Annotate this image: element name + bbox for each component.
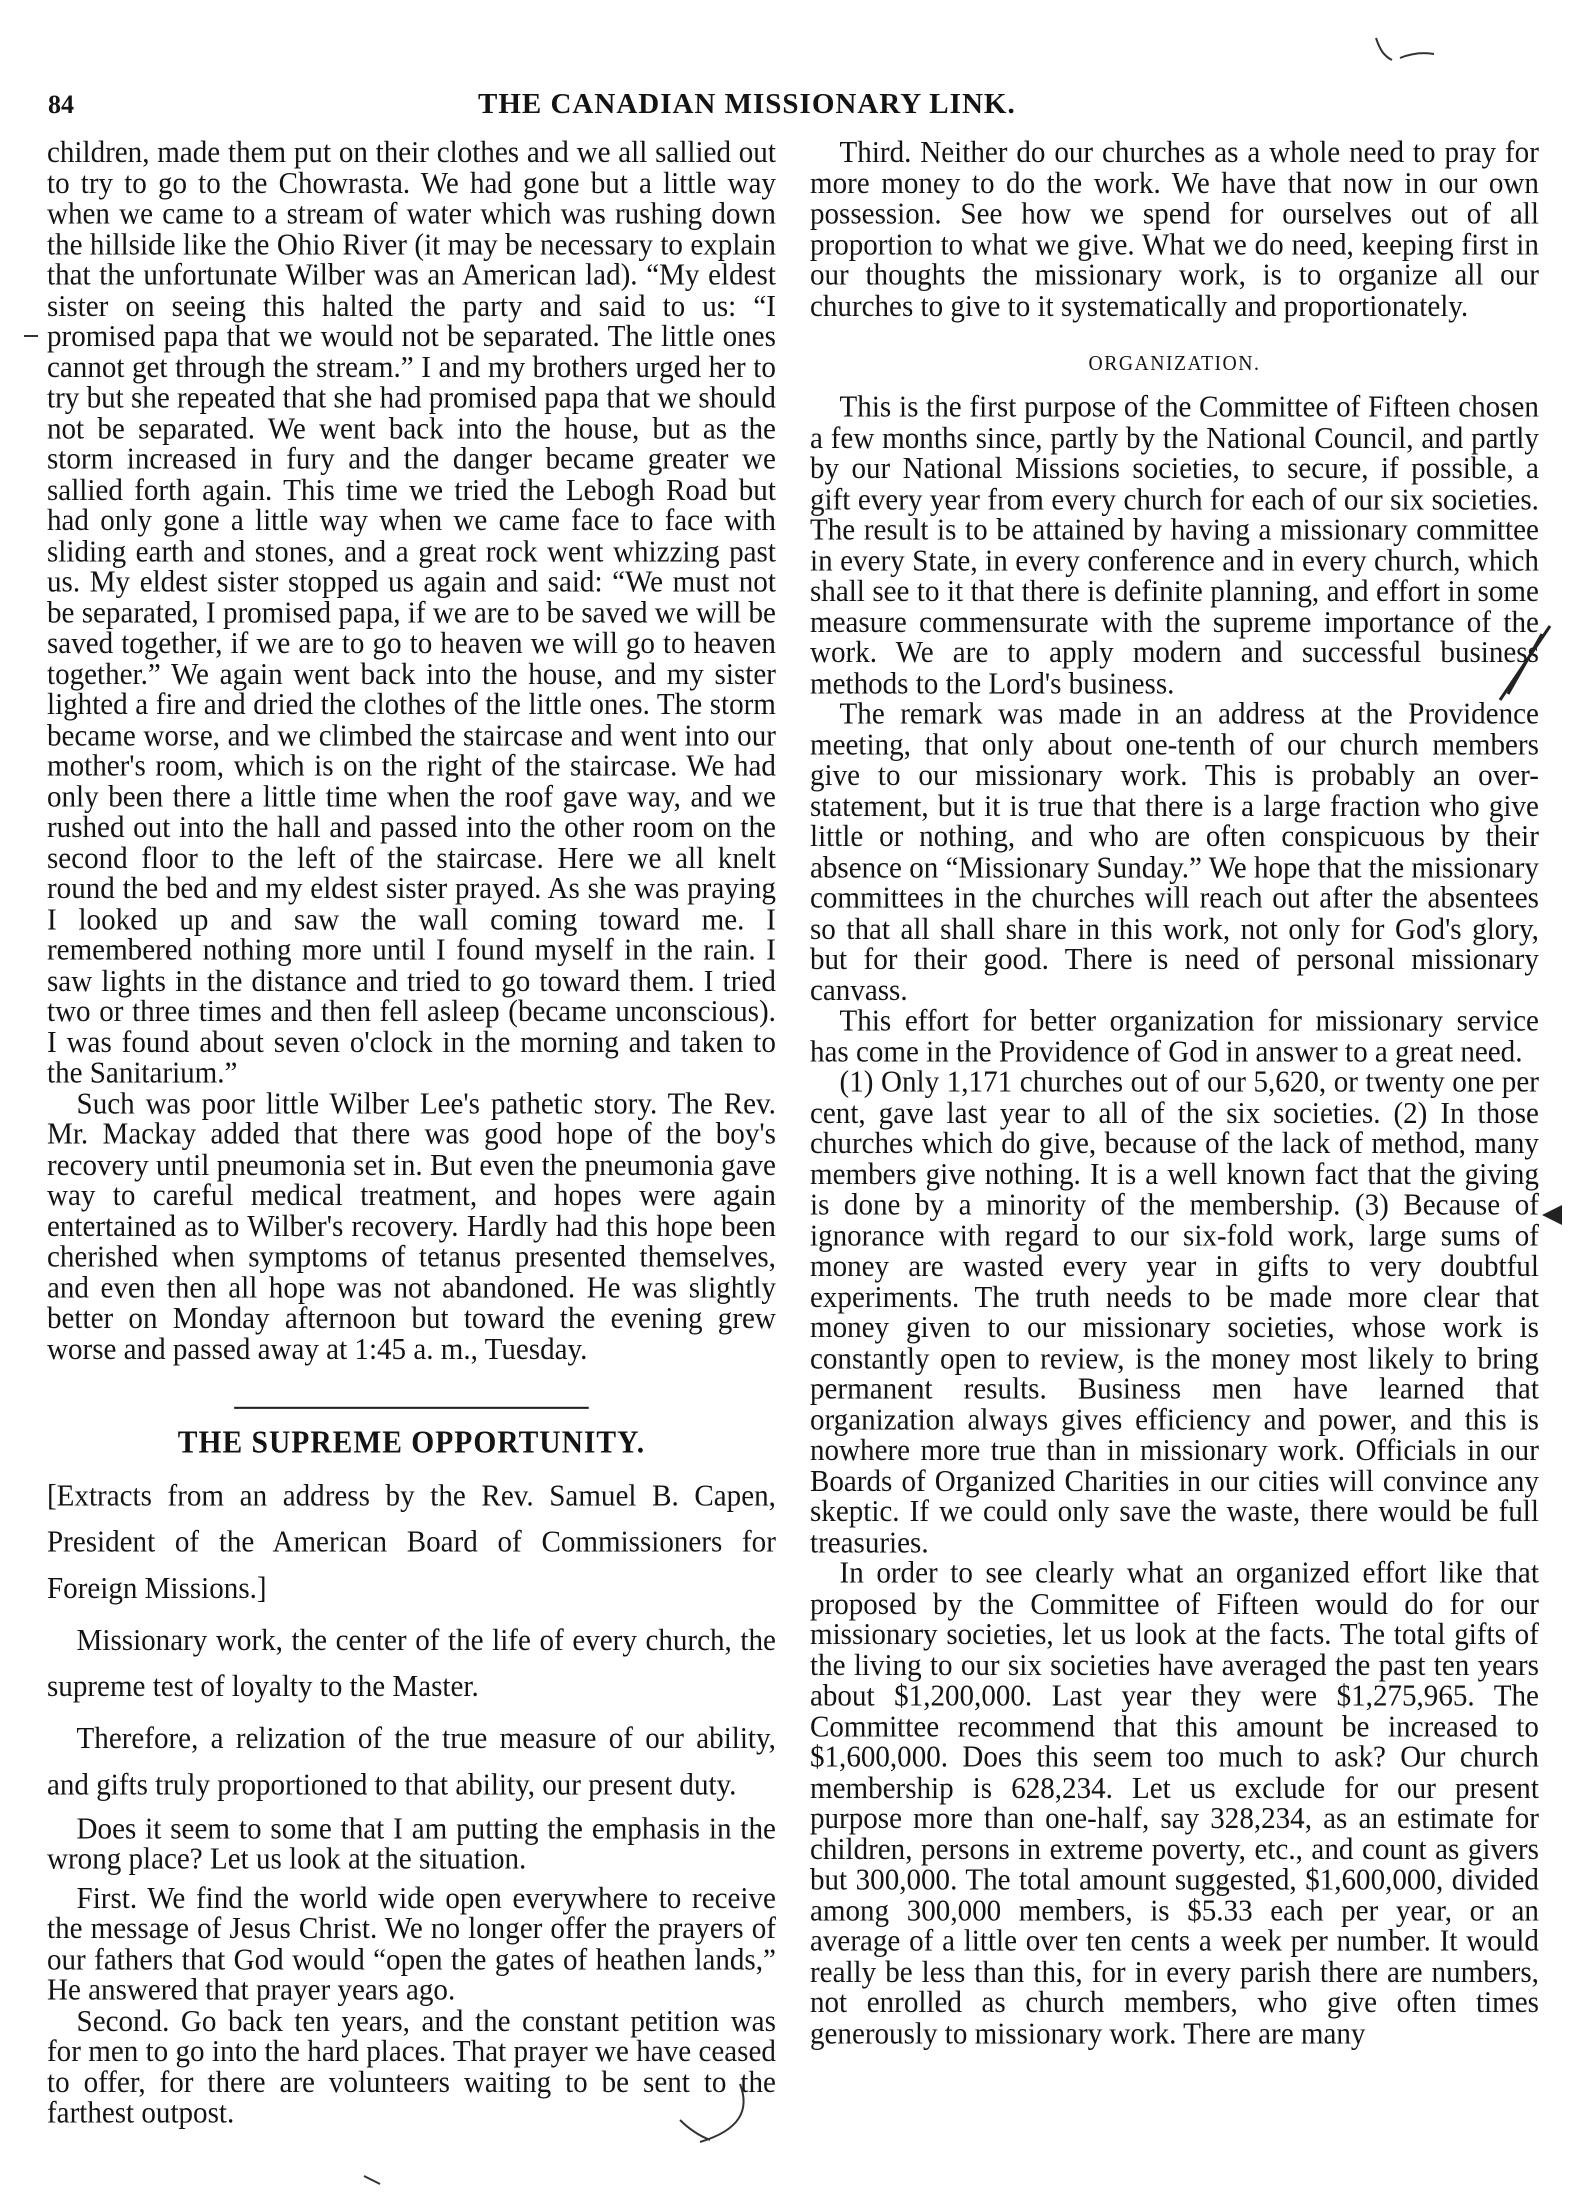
organization-paragraph: The remark was made in an address at the Providence meeting, that only about one-tenth of our church members give to our missionary work. This is probably an over-statement, but it is true that there is a large fraction who give little or nothing, and who are often conspicuous by their absence on “Missionary Sunday.” We hope that the missionary committees in the churches will reach out after the absentees so that all shall share in this work, not only for God's glory, but for their good. There is need of personal missionary canvass. [810,697,1539,1007]
body-paragraph: Does it seem to some that I am putting the emphasis in the wrong place? Let us look at the situation. [47,1812,776,1877]
pencil-mark-right-margin [1490,620,1560,710]
organization-paragraph: This effort for better organization for missionary service has come in the Providence of God in answer to a great need. [810,1004,1539,1069]
pencil-mark-arrow [1538,1200,1568,1230]
story-paragraph: Such was poor little Wilber Lee's pathetic story. The Rev. Mr. Mackay added that there was good hope of the boy's recovery until pneumonia set in. But even the pneumonia gave way to careful medical treatment, and hopes were again entertained as to Wilber's recovery. Hardly had this hope been cherished when symptoms of tetanus presented themselves, and even then all hope was not abandoned. He was slightly better on Monday afternoon but toward the evening grew worse and passed away at 1:45 a. m., Tuesday. [47,1087,776,1366]
lead-paragraph: Therefore, a relization of the true measure of our ability, and gifts truly proportioned to that ability, our present duty. [47,1722,776,1802]
section-divider [234,1407,589,1409]
organization-heading: ORGANIZATION. [1088,352,1261,376]
right-column [810,135,1539,2051]
left-column [47,135,776,2130]
body-paragraph: First. We find the world wide open everywhere to receive the message of Jesus Christ. We no longer offer the prayers of our fathers that God would “open the gates of heathen lands,” He answered that prayer years ago. [47,1881,776,2008]
pencil-mark-top-right [1370,30,1440,70]
body-paragraph: Second. Go back ten years, and the constant petition was for men to go into the hard places. That prayer we have ceased to offer, for there are volunteers waiting to be sent to the farthest outpost. [47,2004,776,2130]
journal-title: THE CANADIAN MISSIONARY LINK. [478,88,1016,120]
organization-paragraph: In order to see clearly what an organized effort like that proposed by the Committee of Fifteen would do for our missionary societies, let us look at the facts. The total gifts of the living to our six societies have averaged the past ten years about $1,200,000. Last year they were $1,275,965. The Committee recommend that this amount be increased to $1,600,000. Does this seem too much to ask? Our church membership is 628,234. Let us exclude for our present purpose more than one-half, say 328,234, as an estimate for children, persons in extreme poverty, etc., and count as givers but 300,000. The total amount suggested, $1,600,000, divided among 300,000 members, is $5.33 each per year, or an average of a little over ten cents a week per number. It would really be less than this, for in every parish there are numbers, not enrolled as church members, who give often times generously to missionary work. There are many [810,1556,1539,2051]
article-title: THE SUPREME OPPORTUNITY. [177,1425,646,1460]
third-paragraph: Third. Neither do our churches as a whole need to pray for more money to do the work. We have that now in our own possession. See how we spend for ourselves out of all proportion to what we give. What we do need, keeping first in our thoughts the missionary work, is to organize all our churches to give to it systematically and proportionately. [810,135,1539,323]
lead-paragraph: Missionary work, the center of the life of every church, the supreme test of loyalty to the Master. [47,1623,776,1704]
organization-paragraph: (1) Only 1,171 churches out of our 5,620, or twenty one per cent, gave last year to all of the six societies. (2) In those churches which do give, because of the lack of method, many members give nothing. It is a well known fact that the giving is done by a minority of the membership. (3) Because of ignorance with regard to our six-fold work, large sums of money are wasted every year in gifts to very doubtful experiments. The truth needs to be made more clear that money given to our missionary societies, whose work is constantly open to review, is the money most likely to bring permanent results. Business men have learned that organization always gives efficiency and power, and this is nowhere more true than in missionary work. Officials in our Boards of Organized Charities in our cities will convince any skeptic. If we could only save the waste, there would be full treasuries. [810,1065,1539,1560]
pencil-mark-bottom-left [360,2170,390,2190]
page-number: 84 [48,90,74,119]
story-paragraph: children, made them put on their clothes and we all sallied out to try to go to the Chowrasta. We had gone but a little way when we came to a stream of water which was rushing down the hillside like the Ohio River (it may be necessary to explain that the unfortunate Wilber was an American lad). “My eldest sister on seeing this halted the party and said to us: “I promised papa that we would not be separated. The little ones cannot get through the stream.” I and my brothers urged her to try but she repeated that she had promised papa that we should not be separated. We went back into the house, but as the storm increased in fury and the danger became greater we sallied forth again. This time we tried the Lebogh Road but had only gone a little way when we came face to face with sliding earth and stones, and a great rock went whizzing past us. My eldest sister stopped us again and said: “We must not be separated, I promised papa, if we are to be saved we will be saved together, if we are to go to heaven we will go to heaven together.” We again went back into the house, and my sister lighted a fire and dried the clothes of the little ones. The storm became worse, and we climbed the staircase and went into our mother's room, which is on the right of the staircase. We had only been there a little time when the roof gave way, and we rushed out into the hall and passed into the other room on the second floor to the left of the staircase. Here we all knelt round the bed and my eldest sister prayed. As she was praying I looked up and saw the wall coming toward me. I remembered nothing more until I found myself in the rain. I saw lights in the distance and tried to go toward them. I tried two or three times and then fell asleep (became unconscious). I was found about seven o'clock in the morning and taken to the Sanitarium.” [47,135,776,1090]
pencil-mark-bottom [670,2080,760,2150]
pencil-mark-margin-left [22,330,42,342]
page-header [48,84,1128,134]
organization-paragraph: This is the first purpose of the Committee of Fifteen chosen a few months since, partly by the National Council, and partly by our National Missions societies, to secure, if possible, a gift every year from every church for each of our six societies. The result is to be attained by having a missionary committee in every State, in every conference and in every church, which shall see to it that there is definite planning, and effort in some measure commensurate with the supreme importance of the work. We are to apply modern and successful business methods to the Lord's business. [810,390,1539,701]
article-note: [Extracts from an address by the Rev. Samuel B. Capen, President of the American Board of Commissioners for Foreign Missions.] [47,1479,776,1605]
